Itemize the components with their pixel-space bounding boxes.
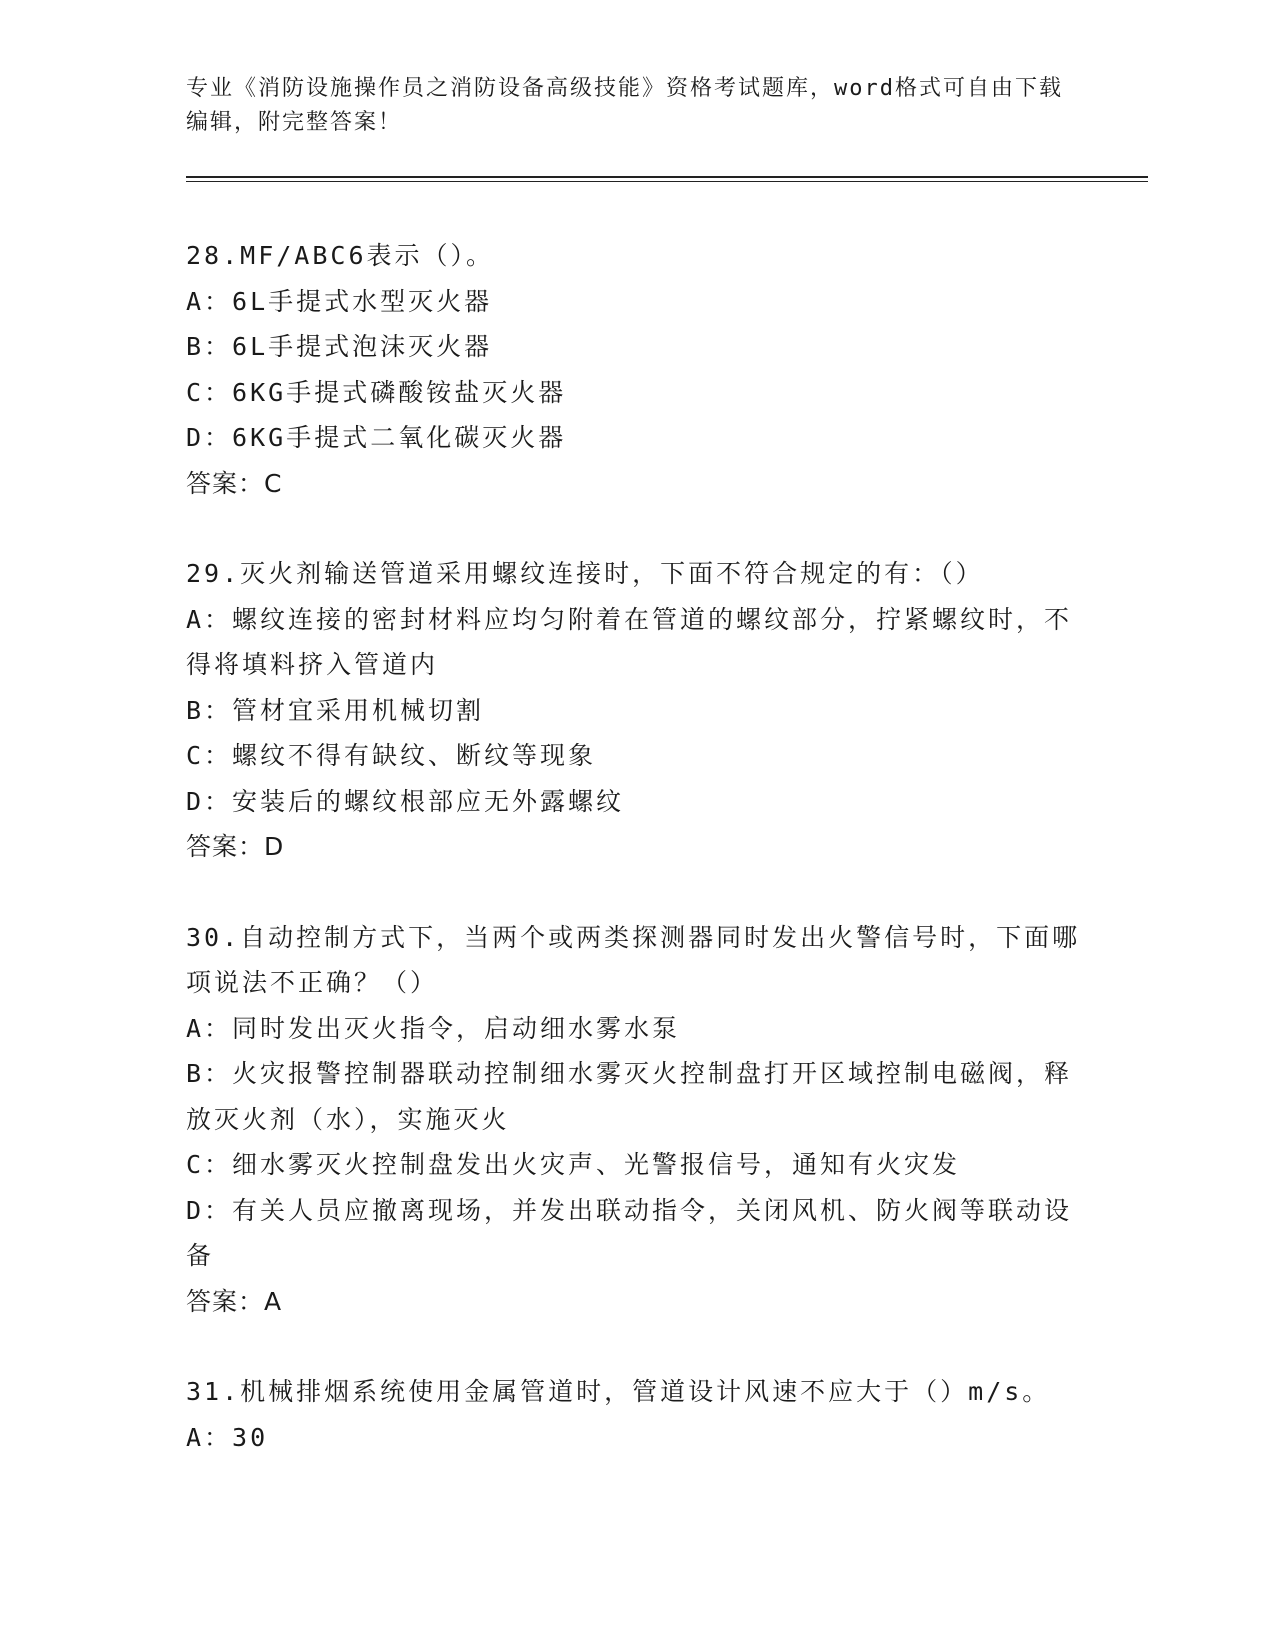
question-30 bbox=[186, 915, 1086, 1325]
option-a: A：螺纹连接的密封材料应均匀附着在管道的螺纹部分，拧紧螺纹时，不得将填料挤入管道内 bbox=[186, 604, 1073, 679]
question-stem: 29.灭火剂输送管道采用螺纹连接时，下面不符合规定的有：（） bbox=[186, 559, 984, 588]
option-c: C：细水雾灭火控制盘发出火灾声、光警报信号，通知有火灾发 bbox=[186, 1150, 961, 1179]
question-31 bbox=[186, 1369, 1086, 1460]
question-28 bbox=[186, 233, 1086, 506]
header-divider-thin bbox=[186, 181, 1148, 182]
option-c: C：6KG手提式磷酸铵盐灭火器 bbox=[186, 377, 567, 407]
option-b: B：6L手提式泡沫灭火器 bbox=[186, 332, 493, 361]
option-b: B：管材宜采用机械切割 bbox=[186, 695, 485, 725]
option-a: A：同时发出灭火指令，启动细水雾水泵 bbox=[186, 1013, 681, 1043]
option-a: A：30 bbox=[186, 1422, 269, 1452]
answer: 答案：C bbox=[186, 468, 283, 498]
question-list bbox=[186, 233, 1086, 1505]
option-c: C：螺纹不得有缺纹、断纹等现象 bbox=[186, 741, 597, 770]
question-29 bbox=[186, 551, 1086, 870]
answer: 答案：A bbox=[186, 1286, 283, 1316]
header-divider-thick bbox=[186, 176, 1148, 178]
option-d: D：6KG手提式二氧化碳灭火器 bbox=[186, 423, 567, 452]
document-header: 专业《消防设施操作员之消防设备高级技能》资格考试题库，word格式可自由下载编辑，附完整答案！ bbox=[186, 76, 1063, 135]
question-stem: 28.MF/ABC6表示（）。 bbox=[186, 241, 495, 270]
question-stem: 30.自动控制方式下，当两个或两类探测器同时发出火警信号时，下面哪项说法不正确？（） bbox=[186, 922, 1081, 997]
question-stem: 31.机械排烟系统使用金属管道时，管道设计风速不应大于（）m/s。 bbox=[186, 1377, 1051, 1406]
option-b: B：火灾报警控制器联动控制细水雾灭火控制盘打开区域控制电磁阀，释放灭火剂（水），实施灭火 bbox=[186, 1059, 1073, 1134]
option-a: A：6L手提式水型灭火器 bbox=[186, 286, 493, 316]
answer: 答案：D bbox=[186, 832, 285, 861]
option-d: D：有关人员应撤离现场，并发出联动指令，关闭风机、防火阀等联动设备 bbox=[186, 1195, 1073, 1270]
option-d: D：安装后的螺纹根部应无外露螺纹 bbox=[186, 786, 625, 816]
